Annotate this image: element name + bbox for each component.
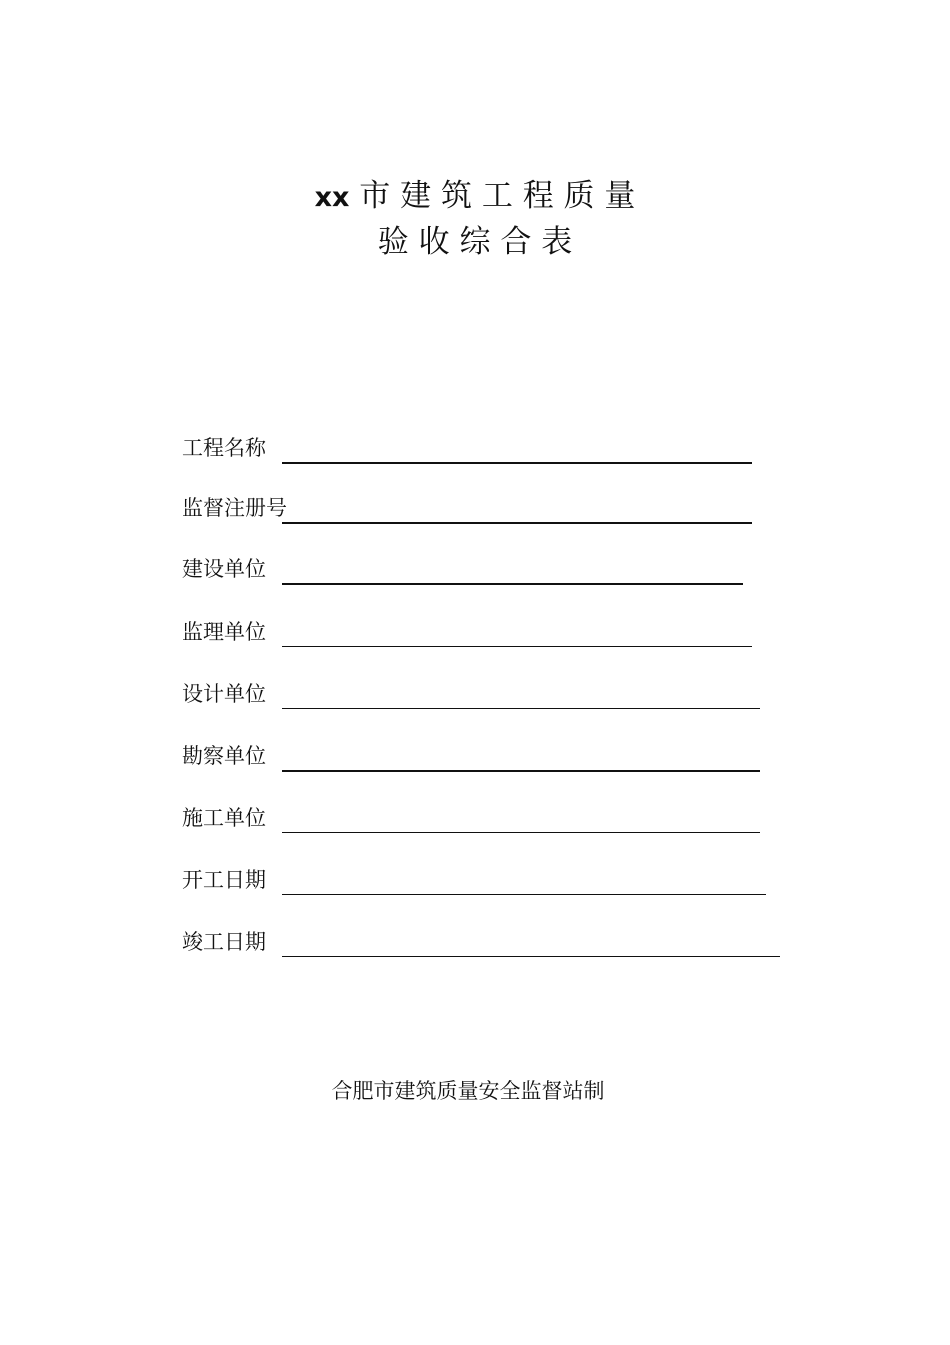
field-label-survey-unit: 勘察单位 [182,744,266,768]
field-label-start-date: 开工日期 [182,868,266,892]
field-label-project-name: 工程名称 [182,436,266,460]
field-label-supervision-unit: 监理单位 [182,620,266,644]
field-input-line-registration-no[interactable] [282,522,752,524]
field-input-line-supervision-unit[interactable] [282,646,752,647]
field-input-line-design-unit[interactable] [282,708,760,709]
field-label-design-unit: 设计单位 [182,682,266,706]
title-line-2: 验 收 综 合 表 [377,224,573,260]
field-label-construction-unit: 建设单位 [182,557,266,581]
field-input-line-start-date[interactable] [282,894,766,895]
field-input-line-project-name[interactable] [282,462,752,464]
title-text-line-1: 市 建 筑 工 程 质 量 [349,178,636,214]
issuer-footer: 合肥市建筑质量安全监督站制 [331,1079,605,1103]
field-input-line-completion-date[interactable] [282,956,780,957]
field-input-line-construction-unit[interactable] [282,583,743,585]
title-prefix: xx [314,182,350,213]
title-line-1 [0,176,950,218]
field-input-line-survey-unit[interactable] [282,770,760,772]
field-label-completion-date: 竣工日期 [182,930,266,954]
field-input-line-contractor[interactable] [282,832,760,833]
field-label-contractor: 施工单位 [182,806,266,830]
field-label-registration-no: 监督注册号 [182,496,287,520]
